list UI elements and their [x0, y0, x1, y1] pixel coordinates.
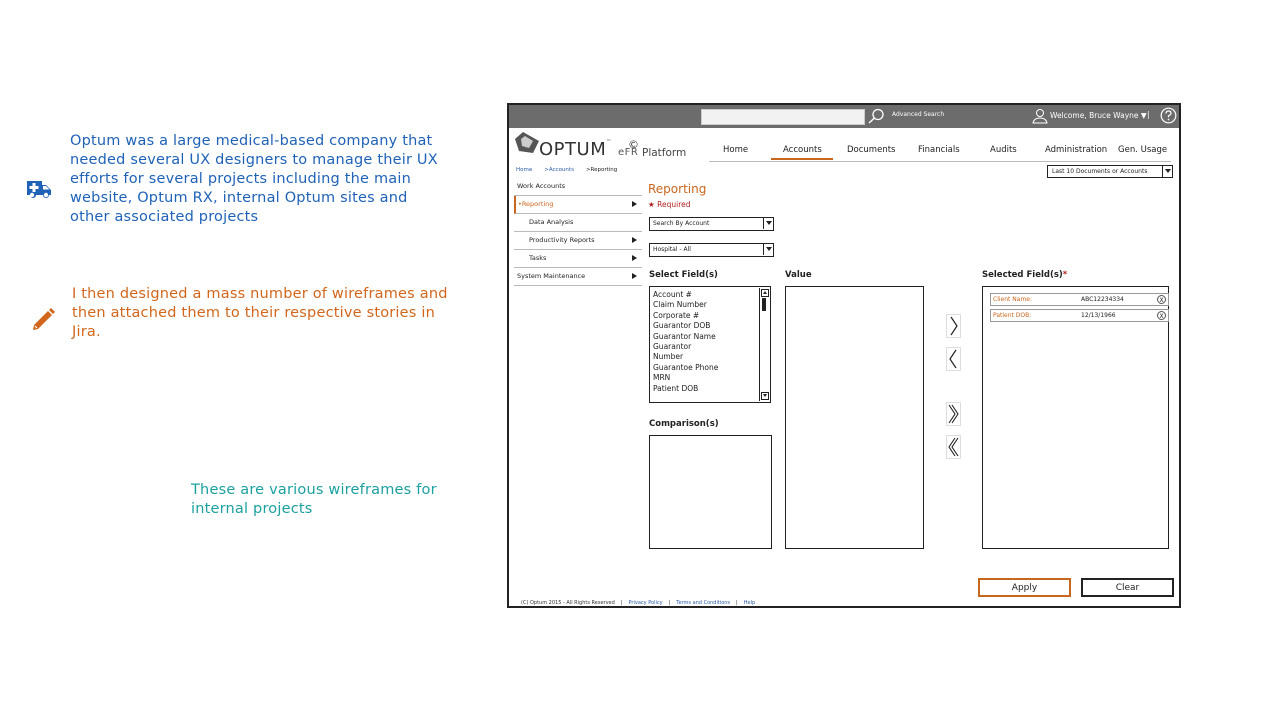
nav-gen-usage[interactable]: Gen. Usage — [1118, 145, 1168, 155]
remove-field-icon[interactable]: X — [1157, 311, 1166, 320]
selected-field-value: 12/13/1966 — [1081, 312, 1116, 319]
clear-button[interactable]: Clear — [1081, 578, 1174, 597]
chevron-down-icon[interactable] — [763, 217, 774, 229]
field-option[interactable]: Claim Number — [653, 300, 707, 310]
recent-items-dropdown[interactable] — [1047, 165, 1173, 178]
privacy-policy-link[interactable]: Privacy Policy — [628, 600, 663, 606]
arrow-right-icon — [632, 255, 637, 261]
comparison-box[interactable] — [649, 435, 772, 549]
nav-home[interactable]: Home — [723, 145, 749, 155]
selected-fields-label: Selected Field(s)* — [982, 270, 1068, 280]
field-option[interactable]: Guarantor DOB — [653, 321, 711, 331]
breadcrumb-reporting: >Reporting — [585, 167, 618, 173]
hospital-value: Hospital - All — [653, 246, 691, 253]
selected-field-row[interactable] — [990, 293, 1169, 306]
nav-accounts[interactable]: Accounts — [783, 145, 822, 155]
selected-field-value: ABC12234334 — [1081, 296, 1124, 303]
hospital-select[interactable] — [649, 243, 774, 257]
search-input[interactable] — [701, 109, 865, 125]
nav-financials[interactable]: Financials — [918, 145, 960, 155]
field-option[interactable]: Patient DOB — [653, 383, 699, 393]
help-link[interactable]: Help — [743, 600, 756, 606]
value-label: Value — [785, 270, 812, 280]
search-by-value: Search By Account — [653, 220, 710, 227]
intro-note: Optum was a large medical-based company that needed several UX designers to manage their UX efforts for several projects including the main website, Optum RX, internal Optum sites and other associated projects — [70, 133, 438, 225]
breadcrumb-home[interactable]: Home — [516, 167, 533, 173]
breadcrumb — [516, 167, 629, 173]
nav-administration[interactable]: Administration — [1045, 145, 1108, 155]
selected-fields-box[interactable] — [982, 286, 1169, 549]
menu-productivity-reports[interactable]: Productivity Reports — [514, 232, 642, 250]
nav-audits[interactable]: Audits — [990, 145, 1017, 155]
ambulance-icon — [26, 178, 52, 200]
move-left-button[interactable] — [946, 347, 961, 371]
menu-reporting[interactable]: •Reporting — [514, 196, 642, 214]
scroll-down-icon[interactable] — [761, 392, 769, 400]
page-title: Reporting — [648, 182, 707, 196]
side-menu — [514, 178, 642, 286]
wireframe — [507, 103, 1181, 608]
top-bar — [509, 105, 1179, 128]
footer-separator: | — [736, 600, 738, 606]
selected-field-row[interactable] — [990, 309, 1169, 322]
optum-logo-icon — [513, 131, 541, 155]
terms-link[interactable]: Terms and Conditions — [676, 600, 731, 606]
arrow-right-icon — [632, 273, 637, 279]
chevron-down-icon[interactable] — [763, 243, 774, 255]
menu-tasks[interactable]: Tasks — [514, 250, 642, 268]
arrow-right-icon — [632, 201, 637, 207]
help-icon[interactable] — [1160, 107, 1177, 124]
work-note: I then designed a mass number of wireframes and then attached them to their respective stories in Jira. — [72, 286, 448, 340]
recent-items-value: Last 10 Documents or Accounts — [1052, 168, 1148, 175]
chevron-down-icon[interactable] — [1162, 165, 1173, 177]
arrow-right-icon — [632, 237, 637, 243]
footer-copyright: (C) Optum 2015 - All Rights Reserved — [521, 600, 615, 606]
pencil-icon — [30, 305, 56, 331]
double-chevron-right-icon — [947, 403, 960, 425]
field-option[interactable]: Guarantor — [653, 342, 692, 352]
chevron-right-icon — [947, 315, 960, 337]
menu-data-analysis[interactable]: Data Analysis — [514, 214, 642, 232]
selected-field-name: Patient DOB: — [993, 312, 1032, 319]
menu-work-accounts[interactable]: Work Accounts — [514, 178, 642, 196]
nav-divider — [709, 161, 1171, 162]
footer-separator: | — [668, 600, 671, 606]
select-fields-label: Select Field(s) — [649, 270, 718, 280]
move-right-button[interactable] — [946, 314, 961, 338]
remove-field-icon[interactable]: X — [1157, 295, 1166, 304]
field-option[interactable]: Account # — [653, 290, 692, 299]
topbar-separator: | — [1147, 110, 1150, 119]
required-note: ★ Required — [648, 200, 691, 209]
double-chevron-left-icon — [947, 436, 960, 458]
select-fields-list[interactable] — [649, 286, 771, 403]
chevron-left-icon — [947, 348, 960, 370]
brand-name: OPTUM™ eFR — [539, 139, 639, 160]
field-option[interactable]: Corporate # — [653, 310, 700, 320]
field-option[interactable]: Guarantor Name — [653, 331, 716, 341]
footer — [521, 600, 755, 606]
platform-label: Platform — [642, 147, 687, 159]
footer-separator: | — [620, 600, 623, 606]
menu-system-maintenance[interactable]: System Maintenance — [514, 268, 642, 286]
move-all-left-button[interactable] — [946, 435, 961, 459]
user-icon — [1032, 108, 1048, 124]
breadcrumb-accounts[interactable]: >Accounts — [544, 167, 574, 173]
scrollbar[interactable] — [759, 288, 769, 401]
nav-documents[interactable]: Documents — [847, 145, 896, 155]
apply-button[interactable]: Apply — [978, 578, 1071, 597]
value-box[interactable] — [785, 286, 924, 549]
nav-active-indicator — [771, 158, 833, 160]
caption-note: These are various wireframes for internal projects — [191, 482, 437, 517]
welcome-user-menu[interactable]: Welcome, Bruce Wayne ▼ — [1050, 111, 1147, 120]
move-all-right-button[interactable] — [946, 402, 961, 426]
selected-field-name: Client Name: — [993, 296, 1032, 303]
scroll-thumb[interactable] — [762, 298, 766, 311]
advanced-search-link[interactable]: Advanced Search — [892, 111, 945, 118]
field-option[interactable]: Guarantoe Phone — [653, 362, 719, 372]
field-option[interactable]: MRN — [653, 373, 671, 383]
search-icon[interactable] — [867, 108, 885, 124]
copyright-symbol: © — [628, 138, 639, 151]
field-option[interactable]: Number — [653, 352, 684, 362]
search-by-select[interactable] — [649, 217, 774, 231]
comparison-label: Comparison(s) — [649, 419, 719, 429]
scroll-up-icon[interactable] — [761, 289, 769, 297]
